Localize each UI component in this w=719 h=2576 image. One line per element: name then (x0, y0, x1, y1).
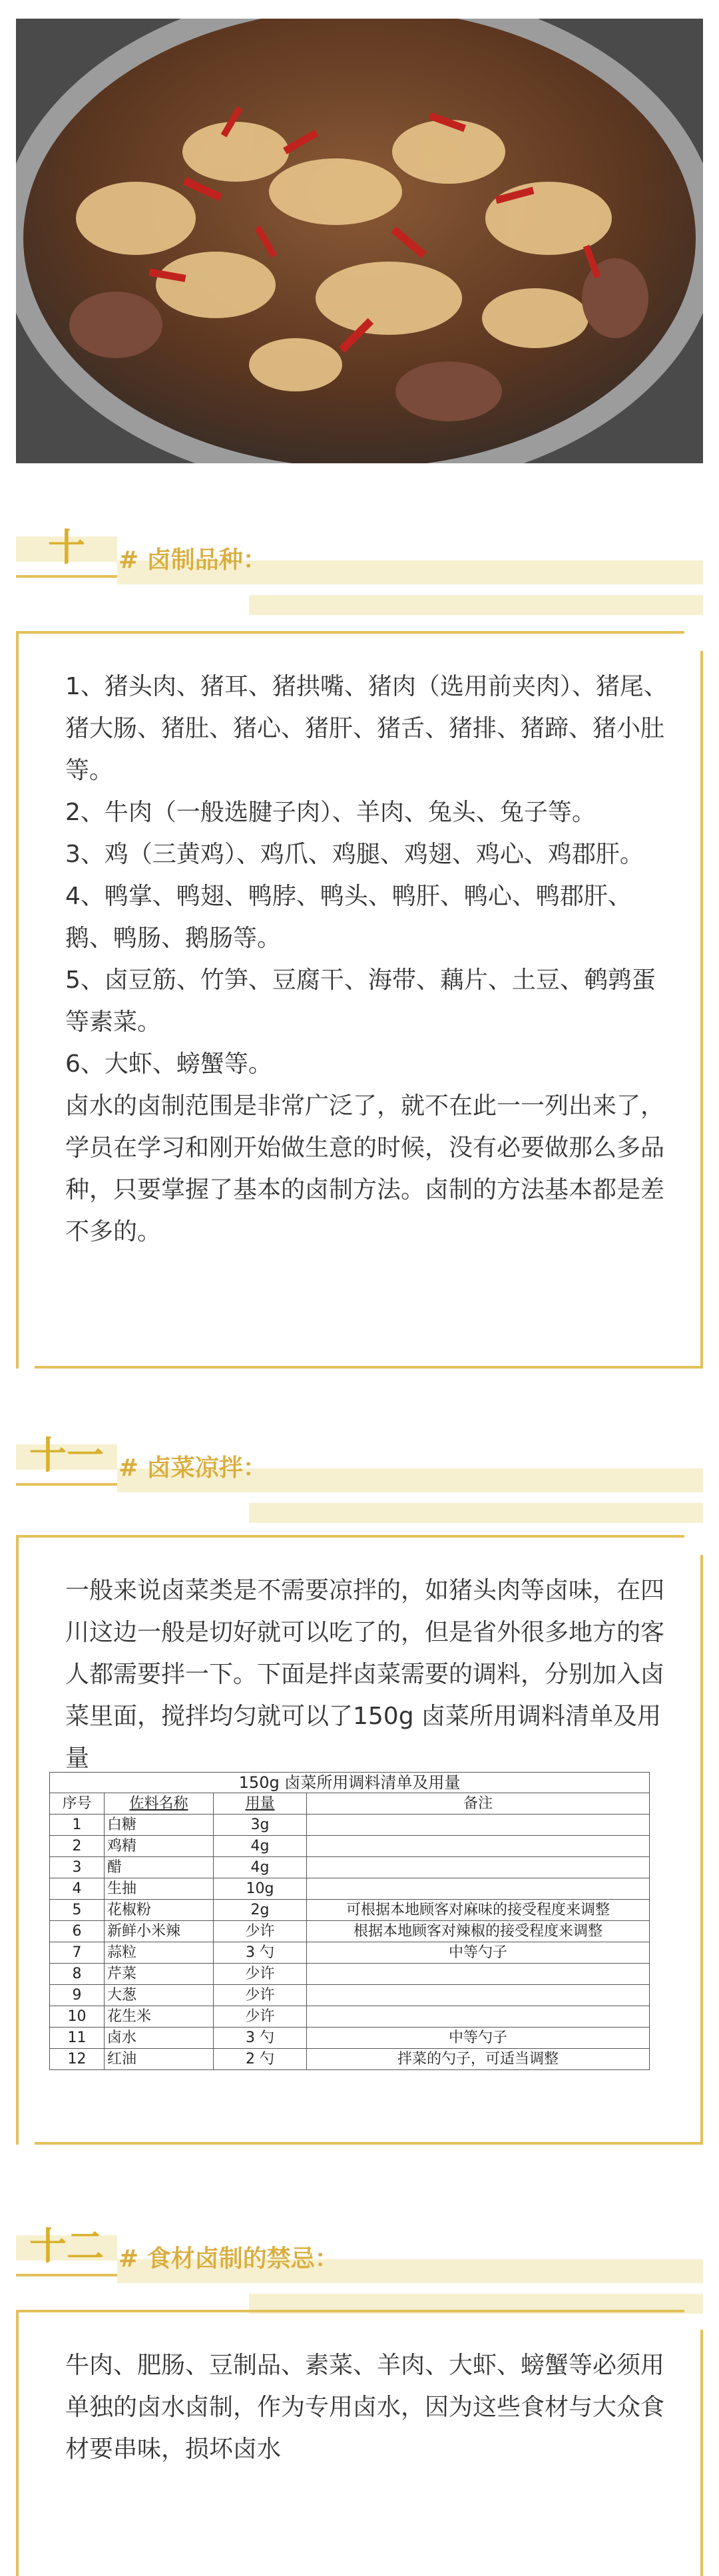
cell-index: 6 (50, 1921, 105, 1942)
cell-note (307, 1985, 650, 2006)
cell-amount: 4g (214, 1836, 307, 1857)
cell-name: 花椒粉 (105, 1900, 214, 1921)
section-number: 十二 (29, 2225, 104, 2268)
header-note: 备注 (307, 1793, 650, 1815)
cell-note (307, 1964, 650, 1985)
seasoning-table-grid (49, 1793, 650, 2070)
section-number-underline (16, 575, 117, 578)
table-row (50, 1964, 650, 1985)
cell-amount: 10g (214, 1878, 307, 1900)
cell-index: 12 (50, 2049, 105, 2070)
paragraph: 4、鸭掌、鸭翅、鸭脖、鸭头、鸭肝、鸭心、鸭郡肝、鹅、鸭肠、鹅肠等。 (65, 883, 632, 952)
cell-note: 拌菜的勺子，可适当调整 (307, 2049, 650, 2070)
cell-amount: 4g (214, 1857, 307, 1878)
cell-index: 8 (50, 1964, 105, 1985)
cell-index: 9 (50, 1985, 105, 2006)
section-number: 十一 (29, 1434, 104, 1478)
table-row (50, 2049, 650, 2070)
section-decoration-bar (249, 1503, 703, 1523)
cell-amount: 少许 (214, 1985, 307, 2006)
cell-amount: 少许 (214, 1921, 307, 1942)
cell-index: 7 (50, 1942, 105, 1964)
table-header-row (50, 1793, 650, 1815)
cell-index: 5 (50, 1900, 105, 1921)
table-row (50, 1921, 650, 1942)
cell-note: 可根据本地顾客对麻味的接受程度来调整 (307, 1900, 650, 1921)
cell-name: 红油 (105, 2049, 214, 2070)
cell-note (307, 1815, 650, 1836)
section-number-underline (16, 2274, 117, 2276)
paragraph: 5、卤豆筋、竹笋、豆腐干、海带、藕片、土豆、鹌鹑蛋等素菜。 (65, 966, 656, 1036)
header-name: 佐料名称 (105, 1793, 214, 1815)
header-amount: 用量 (214, 1793, 307, 1815)
section-header-10 (0, 527, 719, 636)
table-row (50, 1878, 650, 1900)
cell-index: 10 (50, 2006, 105, 2028)
cell-name: 卤水 (105, 2028, 214, 2049)
section-title: # 卤制品种： (119, 546, 267, 574)
section-text (65, 2344, 671, 2470)
cell-amount: 少许 (214, 1964, 307, 1985)
cell-index: 3 (50, 1857, 105, 1878)
section-text (65, 1570, 671, 1779)
table-row (50, 1900, 650, 1921)
braised-meat-photo (16, 19, 703, 463)
cell-note (307, 1878, 650, 1900)
table-row (50, 1836, 650, 1857)
cell-name: 醋 (105, 1857, 214, 1878)
braised-meat-pot-illustration (16, 19, 703, 463)
section-header-11 (0, 1434, 719, 1544)
section-text (65, 666, 671, 1253)
cell-index: 4 (50, 1878, 105, 1900)
cell-note (307, 1836, 650, 1857)
cell-name: 白糖 (105, 1815, 214, 1836)
cell-note (307, 2006, 650, 2028)
header-index: 序号 (50, 1793, 105, 1815)
section-decoration-bar (249, 595, 703, 615)
table-row (50, 2028, 650, 2049)
section-number-underline (16, 1483, 117, 1486)
section-title: # 食材卤制的禁忌： (119, 2245, 339, 2272)
section-body-12 (16, 2310, 703, 2576)
cell-note: 中等勺子 (307, 1942, 650, 1964)
paragraph: 2、牛肉（一般选腱子肉）、羊肉、兔头、兔子等。 (65, 799, 596, 826)
cell-name: 芹菜 (105, 1964, 214, 1985)
table-row (50, 1942, 650, 1964)
cell-amount: 3 勺 (214, 1942, 307, 1964)
section-number: 十 (48, 527, 85, 570)
table-title: 150g 卤菜所用调料清单及用量 (49, 1772, 650, 1793)
paragraph: 1、猪头肉、猪耳、猪拱嘴、猪肉（选用前夹肉）、猪尾、猪大肠、猪肚、猪心、猪肝、猪舌、猪排、猪蹄、猪小肚等。 (65, 673, 668, 784)
cell-index: 11 (50, 2028, 105, 2049)
cell-amount: 2 勺 (214, 2049, 307, 2070)
paragraph: 3、鸡（三黄鸡）、鸡爪、鸡腿、鸡翅、鸡心、鸡郡肝。 (65, 841, 644, 868)
cell-amount: 2g (214, 1900, 307, 1921)
cell-note: 根据本地顾客对辣椒的接受程度来调整 (307, 1921, 650, 1942)
cell-name: 生抽 (105, 1878, 214, 1900)
cell-note (307, 1857, 650, 1878)
cell-name: 大葱 (105, 1985, 214, 2006)
table-row (50, 1857, 650, 1878)
table-row (50, 2006, 650, 2028)
paragraph: 一般来说卤菜类是不需要凉拌的，如猪头肉等卤味，在四川这边一般是切好就可以吃了的，但是省外很多地方的客人都需要拌一下。下面是拌卤菜需要的调料，分别加入卤菜里面，搅拌均匀就可以了150g 卤菜所用调料清单及用量 (65, 1577, 665, 1772)
cell-note: 中等勺子 (307, 2028, 650, 2049)
cell-name: 鸡精 (105, 1836, 214, 1857)
cell-amount: 3 勺 (214, 2028, 307, 2049)
section-title: # 卤菜凉拌： (119, 1454, 267, 1482)
paragraph: 6、大虾、螃蟹等。 (65, 1050, 272, 1078)
cell-name: 新鲜小米辣 (105, 1921, 214, 1942)
section-body-10 (16, 631, 703, 1369)
cell-index: 1 (50, 1815, 105, 1836)
cell-amount: 3g (214, 1815, 307, 1836)
cell-index: 2 (50, 1836, 105, 1857)
paragraph: 牛肉、肥肠、豆制品、素菜、羊肉、大虾、螃蟹等必须用单独的卤水卤制，作为专用卤水，因为这些食材与大众食材要串味，损坏卤水 (65, 2352, 665, 2463)
paragraph: 卤水的卤制范围是非常广泛了，就不在此一一列出来了，学员在学习和刚开始做生意的时候，没有必要做那么多品种，只要掌握了基本的卤制方法。卤制的方法基本都是差不多的。 (65, 1092, 665, 1245)
table-row (50, 1815, 650, 1836)
table-row (50, 1985, 650, 2006)
cell-name: 花生米 (105, 2006, 214, 2028)
seasoning-table (49, 1772, 650, 2070)
cell-name: 蒜粒 (105, 1942, 214, 1964)
cell-amount: 少许 (214, 2006, 307, 2028)
